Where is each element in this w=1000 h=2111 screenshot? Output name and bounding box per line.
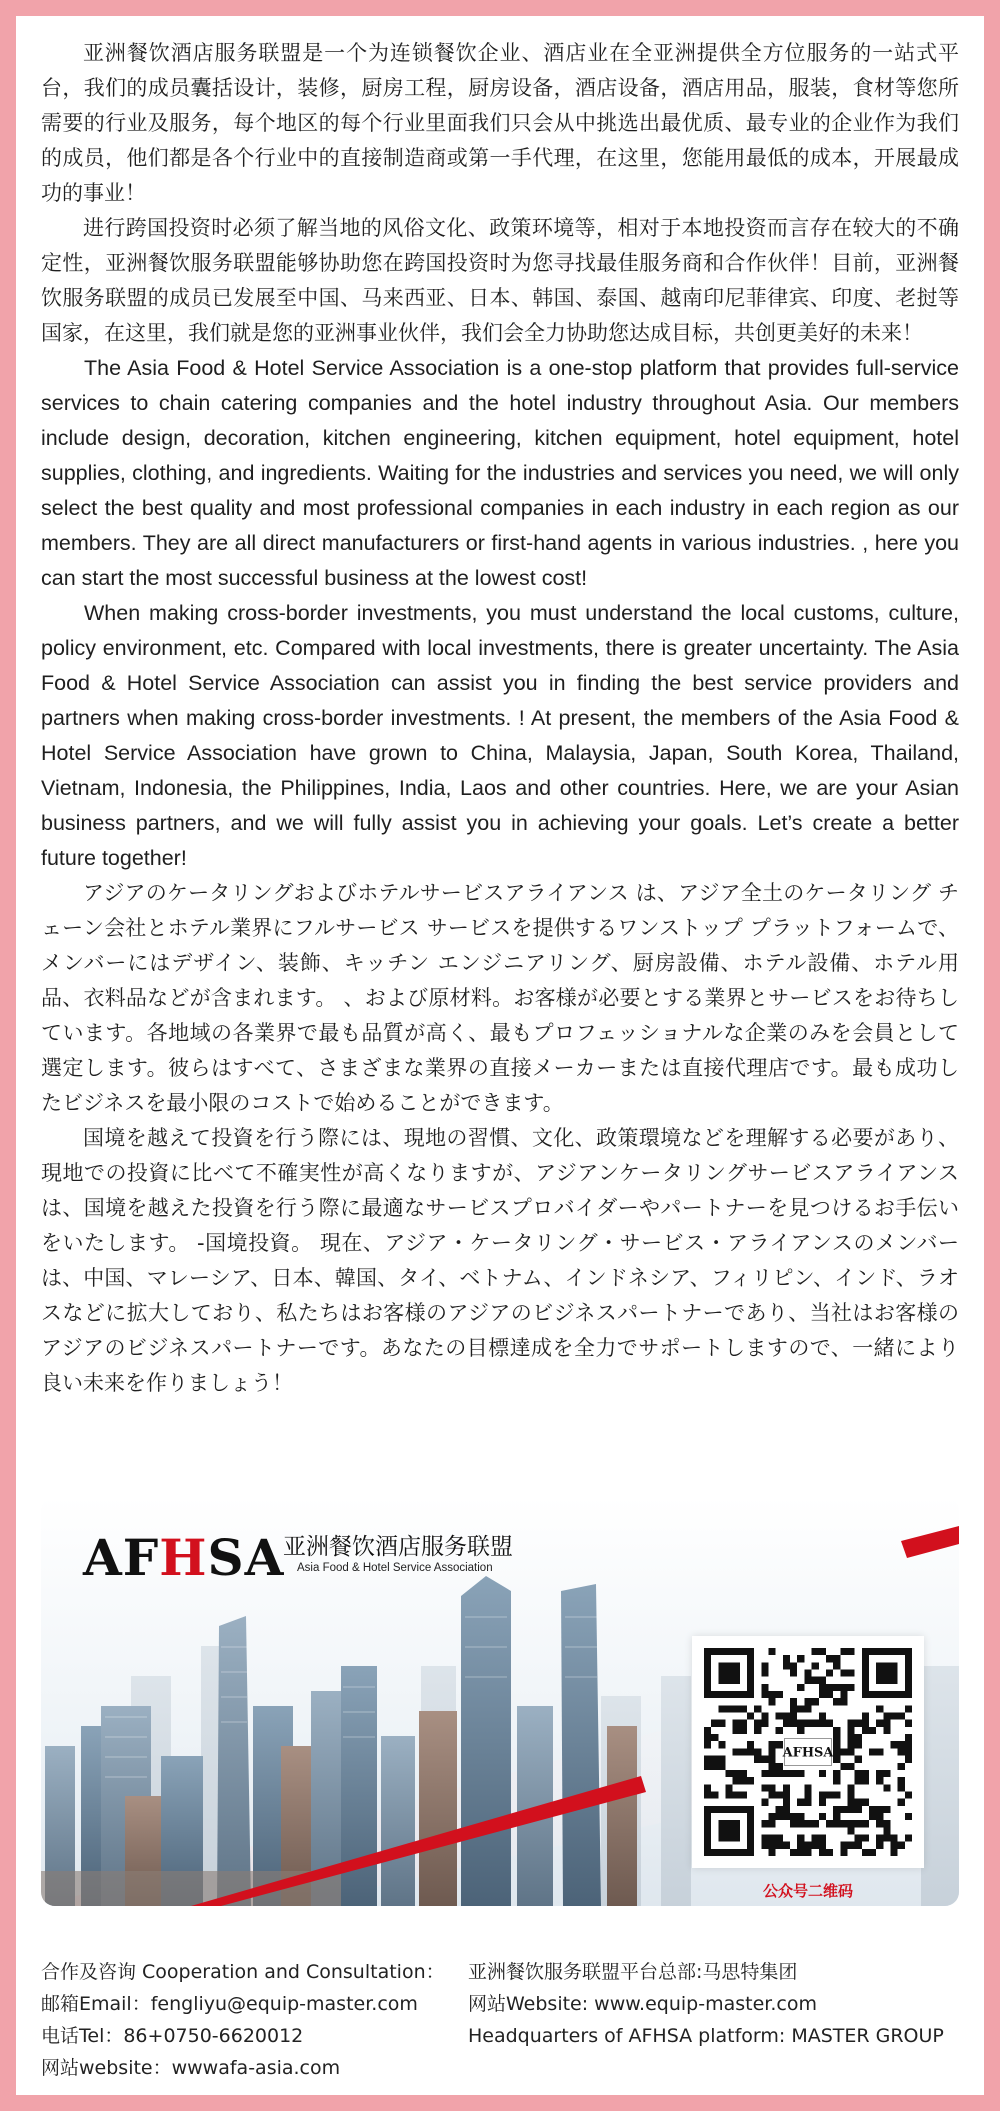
paragraph-en-2: When making cross-border investments, you must understand the local customs, culture, policy environment, etc. Compared with local investments, there is greater uncertainty. The Asia Food & Hotel Service Association can assist you in finding the best service providers and partners when making cross-border investments. ! At present, the members of the Asia Food & Hotel Service Association have grown to China, Malaysia, Japan, South Korea, Thailand, Vietnam, Indonesia, the Philippines, India, Laos and other countries. Here, we are your Asian business partners, and we will fully assist you in achieving your goals. Let’s create a better future together!: [41, 601, 959, 870]
intro-text: [41, 36, 959, 1401]
afhsa-logo: [83, 1524, 513, 1594]
logo-letters-af: AF: [83, 1528, 160, 1587]
logo-wordmark: [83, 1528, 284, 1587]
paragraph-jp-2: 国境を越えて投資を行う際には、現地の習慣、文化、政策環境などを理解する必要があり、現地での投資に比べて不確実性が高くなりますが、アジアンケータリングサービスアライアンスは、国境を越えた投資を行う際に最適なサービスプロバイダーやパートナーを見つけるお手伝いをいたします。 -国境投資。 現在、アジア・ケータリング・サービス・アライアンスのメンバーは、中国、マレーシア、日本、韓国、タイ、ベトナム、インドネシア、フィリピン、インド、ラオスなどに拡大しており、私たちはお客様のアジアのビジネスパートナーであり、当社はお客様のアジアのビジネスパートナーです。あなたの目標達成を全力でサポートしますので、一緒により良い未来を作りましょう！: [41, 1126, 959, 1395]
paragraph-en-1: The Asia Food & Hotel Service Association is a one-stop platform that provides full-service services to chain catering companies and the hotel industry throughout Asia. Our members include design, decoration, kitchen engineering, kitchen equipment, hotel equipment, hotel supplies, clothing, and ingredients. Waiting for the industries and services you need, we will only select the best quality and most professional companies in each industry in each region as our members. They are all direct manufacturers or first-hand agents in various industries. , here you can start the most successful business at the lowest cost!: [41, 356, 959, 590]
contact-line: 合作及咨询 Cooperation and Consultation：: [41, 1961, 445, 1983]
logo-letters-sa: SA: [207, 1528, 285, 1587]
contact-column-right: [468, 1956, 944, 2052]
org-name-cn: 亚洲餐饮酒店服务联盟: [283, 1534, 513, 1560]
contact-email: 邮箱Email：fengliyu@equip-master.com: [41, 1993, 418, 2015]
headquarters-website: 网站Website: www.equip-master.com: [468, 1993, 817, 2015]
qr-code-card: [692, 1636, 924, 1868]
paragraph-jp-1: アジアのケータリングおよびホテルサービスアライアンス は、アジア全土のケータリング チェーン会社とホテル業界にフルサービス サービスを提供するワンストップ プラットフォームで、メンバーにはデザイン、装飾、キッチン エンジニアリング、厨房設備、ホテル設備、ホテル用品、衣料品などが含まれます。 、および原材料。お客様が必要とする業界とサービスをお待ちしています。各地域の各業界で最も品質が高く、最もプロフェッショナルな企業のみを会員として選定します。彼らはすべて、さまざまな業界の直接メーカーまたは直接代理店です。最も成功したビジネスを最小限のコストで始めることができます。: [41, 881, 959, 1115]
org-name-en: Asia Food & Hotel Service Association: [297, 1562, 493, 1574]
qr-caption: 公众号二维码: [762, 1882, 853, 1900]
headquarters-cn: 亚洲餐饮服务联盟平台总部:马思特集团: [468, 1961, 798, 1983]
poster-sheet: [16, 16, 984, 2095]
qr-center-logo-text: AFHSA: [782, 1745, 834, 1761]
contact-phone: 电话Tel：86+0750-6620012: [41, 2025, 304, 2047]
paragraph-cn-2: 进行跨国投资时必须了解当地的风俗文化、政策环境等，相对于本地投资而言存在较大的不确定性，亚洲餐饮服务联盟能够协助您在跨国投资时为您寻找最佳服务商和合作伙伴！目前，亚洲餐饮服务联盟的成员已发展至中国、马来西亚、日本、韩国、泰国、越南印尼菲律宾、印度、老挝等国家，在这里，我们就是您的亚洲事业伙伴，我们会全力协助您达成目标，共创更美好的未来！: [41, 216, 959, 345]
paragraph-cn-1: 亚洲餐饮酒店服务联盟是一个为连锁餐饮企业、酒店业在全亚洲提供全方位服务的一站式平台，我们的成员囊括设计，装修，厨房工程，厨房设备，酒店设备，酒店用品，服装，食材等您所需要的行业及服务，每个地区的每个行业里面我们只会从中挑选出最优质、最专业的企业作为我们的成员，他们都是各个行业中的直接制造商或第一手代理，在这里，您能用最低的成本，开展最成功的事业！: [41, 41, 959, 205]
contact-website: 网站website：wwwafa-asia.com: [41, 2057, 341, 2079]
logo-letter-h: H: [159, 1528, 208, 1587]
contact-column-left: [41, 1956, 445, 2084]
headquarters-en: Headquarters of AFHSA platform: MASTER GROUP: [468, 2025, 944, 2047]
qr-code-icon: [704, 1648, 912, 1856]
association-banner: [41, 1496, 959, 1906]
